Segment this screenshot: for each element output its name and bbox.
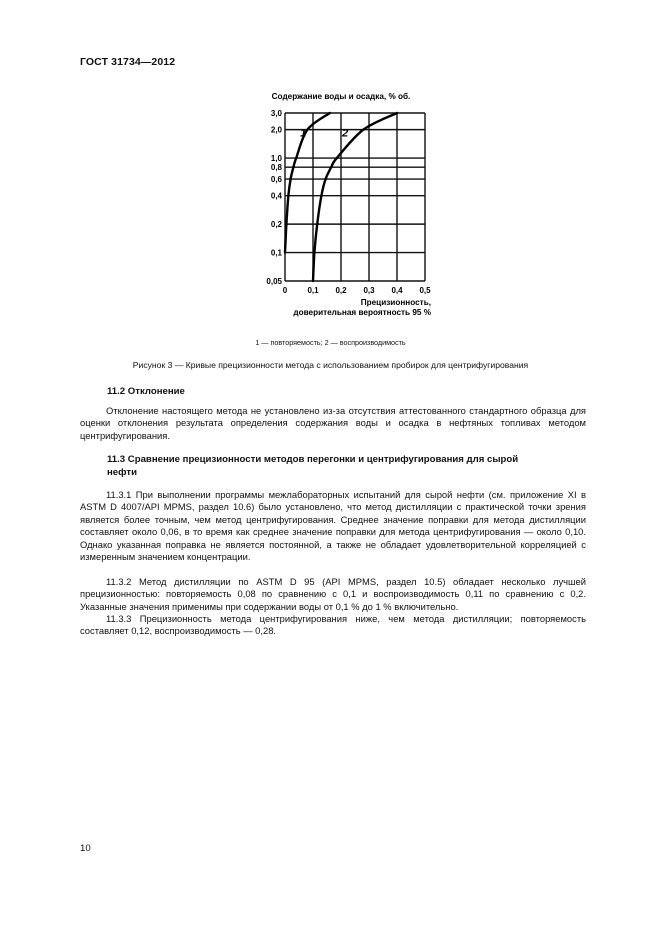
y-tick-label: 0,8: [270, 163, 282, 173]
x-tick-label: 0,4: [391, 286, 403, 295]
y-tick-label: 0,4: [270, 191, 282, 201]
figure-legend: 1 — повторяемость; 2 — воспроизводимость: [255, 338, 406, 347]
y-tick-label: 2,0: [270, 125, 282, 135]
chart-title: Содержание воды и осадка, % об.: [271, 92, 411, 101]
section-11-3-title: 11.3 Сравнение прецизионности методов перегонки и центрифугирования для сырой нефти: [107, 454, 519, 478]
x-axis-label-line-2: доверительная вероятность 95 %: [293, 308, 431, 317]
section-11-2-title: 11.2 Отклонение: [107, 386, 185, 397]
curve-2: [313, 113, 397, 281]
y-tick-label: 0,6: [270, 175, 282, 185]
y-tick-label: 3,0: [270, 109, 282, 118]
curve-label-2: 2: [342, 127, 349, 140]
figure-caption: Рисунок 3 — Кривые прецизионности метода с использованием пробирок для центрифугирования: [132, 360, 529, 370]
x-tick-label: 0,5: [419, 286, 431, 295]
paragraph-11-3-1: 11.3.1 При выполнении программы межлабораторных испытаний для сырой нефти (см. приложение XI в ASTM D 4007/API MPMS, раздел 10.6) было установлено, что метод дистилляции с практической точки зрения является более точным, чем метод центрифугирования. Среднее значение поправки для метода дистилляции составляет около 0,06, в то время как среднее значение поправки для метода центрифугирования — около 0,10. Однако указанная поправка не является постоянной, а также не обладает удовлетворительной корреляцией с измеренным значением концентрации.: [80, 489, 586, 563]
curve-label-1: 1: [300, 127, 307, 140]
x-axis-label-line-1: Прецизионность,: [360, 298, 431, 307]
paragraph-11-3-3: 11.3.3 Прецизионность метода центрифугирования ниже, чем метода дистилляции; повторяемость составляет 0,12, воспроизводимость — 0,28.: [80, 613, 586, 637]
x-tick-label: 0,2: [335, 286, 347, 295]
x-tick-label: 0,3: [363, 286, 375, 295]
y-tick-label: 1,0: [270, 154, 282, 164]
document-code: ГОСТ 31734—2012: [80, 56, 176, 68]
x-tick-label: 0: [282, 286, 288, 295]
x-tick-label: 0,1: [307, 286, 319, 295]
y-tick-label: 0,05: [266, 277, 282, 286]
y-tick-label: 0,1: [270, 248, 282, 258]
paragraph-11-3-2: 11.3.2 Метод дистилляции по ASTM D 95 (API MPMS, раздел 10.5) обладает несколько лучшей прецизионностью: повторяемость 0,08 по сравнению с 0,1 и воспроизводимость 0,11 по сравнению с 0,2. Указанные значения применимы при содержании воды от 0,1 % до 1 % включительно.: [80, 576, 586, 612]
page-number: 10: [80, 843, 91, 854]
curve-1: [285, 113, 330, 253]
precision-chart: [0, 0, 661, 340]
y-tick-label: 0,2: [270, 220, 282, 230]
section-11-2-text: Отклонение настоящего метода не установлено из-за отсутствия аттестованного стандартного образца для оценки отклонения результата определения содержания воды и осадка в нефтяных топливах методом центрифугирования.: [80, 405, 586, 441]
